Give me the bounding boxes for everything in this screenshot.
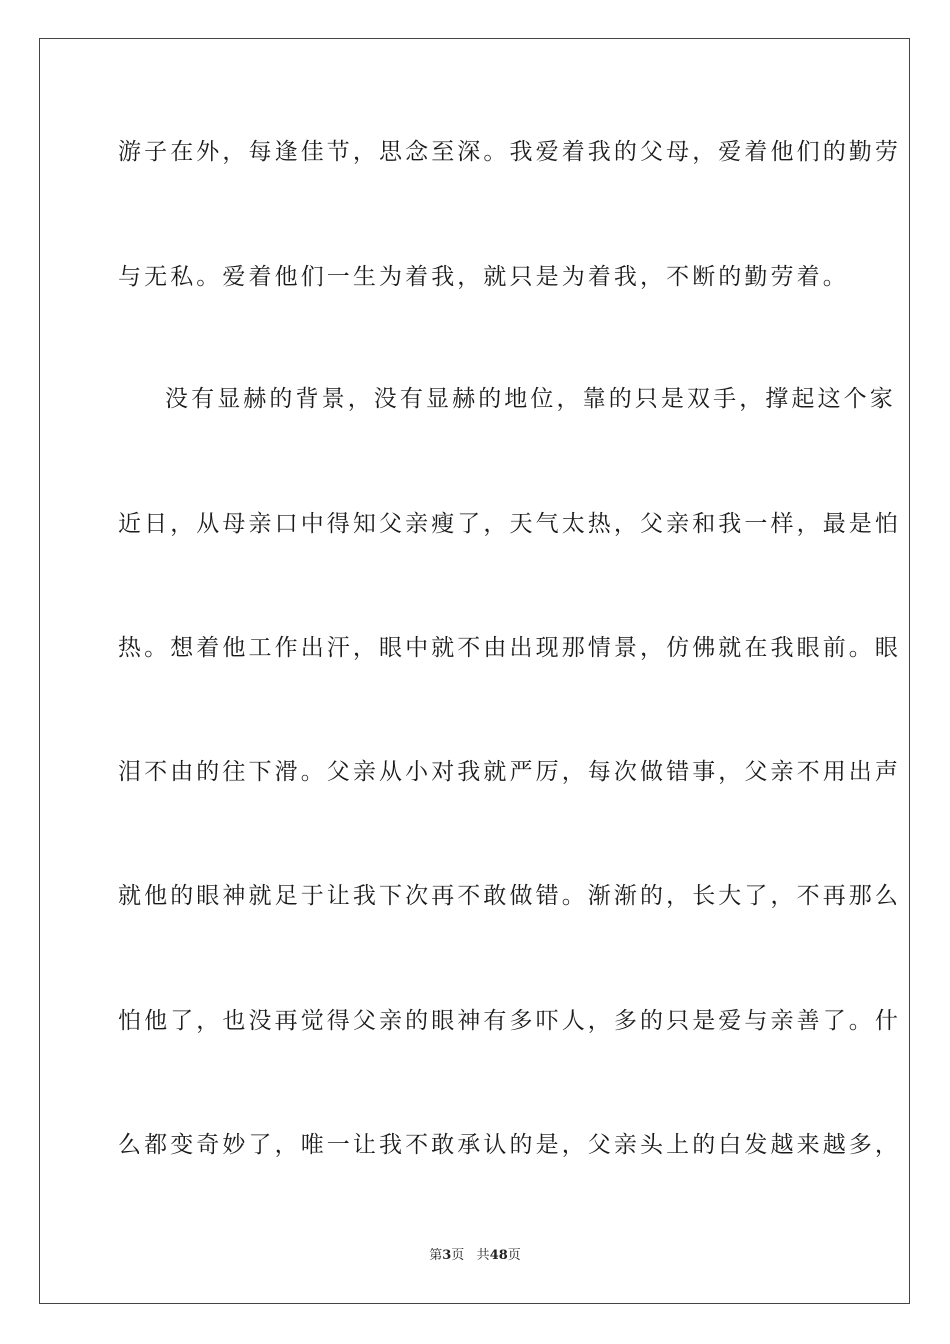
page-border [39, 38, 910, 1304]
body-text-line: 么都变奇妙了，唯一让我不敢承认的是，父亲头上的白发越来越多， [118, 1132, 901, 1158]
body-text-line: 怕他了，也没再觉得父亲的眼神有多吓人，多的只是爱与亲善了。什 [118, 1008, 901, 1034]
total-prefix: 共 [476, 1248, 490, 1263]
body-text-line: 与无私。爱着他们一生为着我，就只是为着我，不断的勤劳着。 [118, 264, 849, 290]
total-suffix: 页 [507, 1248, 521, 1263]
page-footer [0, 1247, 950, 1265]
body-text-line: 近日，从母亲口中得知父亲瘦了，天气太热，父亲和我一样，最是怕 [118, 511, 901, 537]
body-text-line: 热。想着他工作出汗，眼中就不由出现那情景，仿佛就在我眼前。眼 [118, 635, 901, 661]
body-text-line: 游子在外，每逢佳节，思念至深。我爱着我的父母，爱着他们的勤劳 [118, 139, 901, 165]
body-text-line: 没有显赫的背景，没有显赫的地位，靠的只是双手，撑起这个家 [165, 386, 896, 412]
body-text-line: 就他的眼神就足于让我下次再不敢做错。渐渐的，长大了，不再那么 [118, 883, 901, 909]
total-pages: 48 [489, 1248, 508, 1263]
page-prefix: 第 [429, 1248, 443, 1263]
page-suffix: 页 [451, 1248, 465, 1263]
page-number: 3 [442, 1248, 452, 1263]
body-text-line: 泪不由的往下滑。父亲从小对我就严厉，每次做错事，父亲不用出声 [118, 759, 901, 785]
